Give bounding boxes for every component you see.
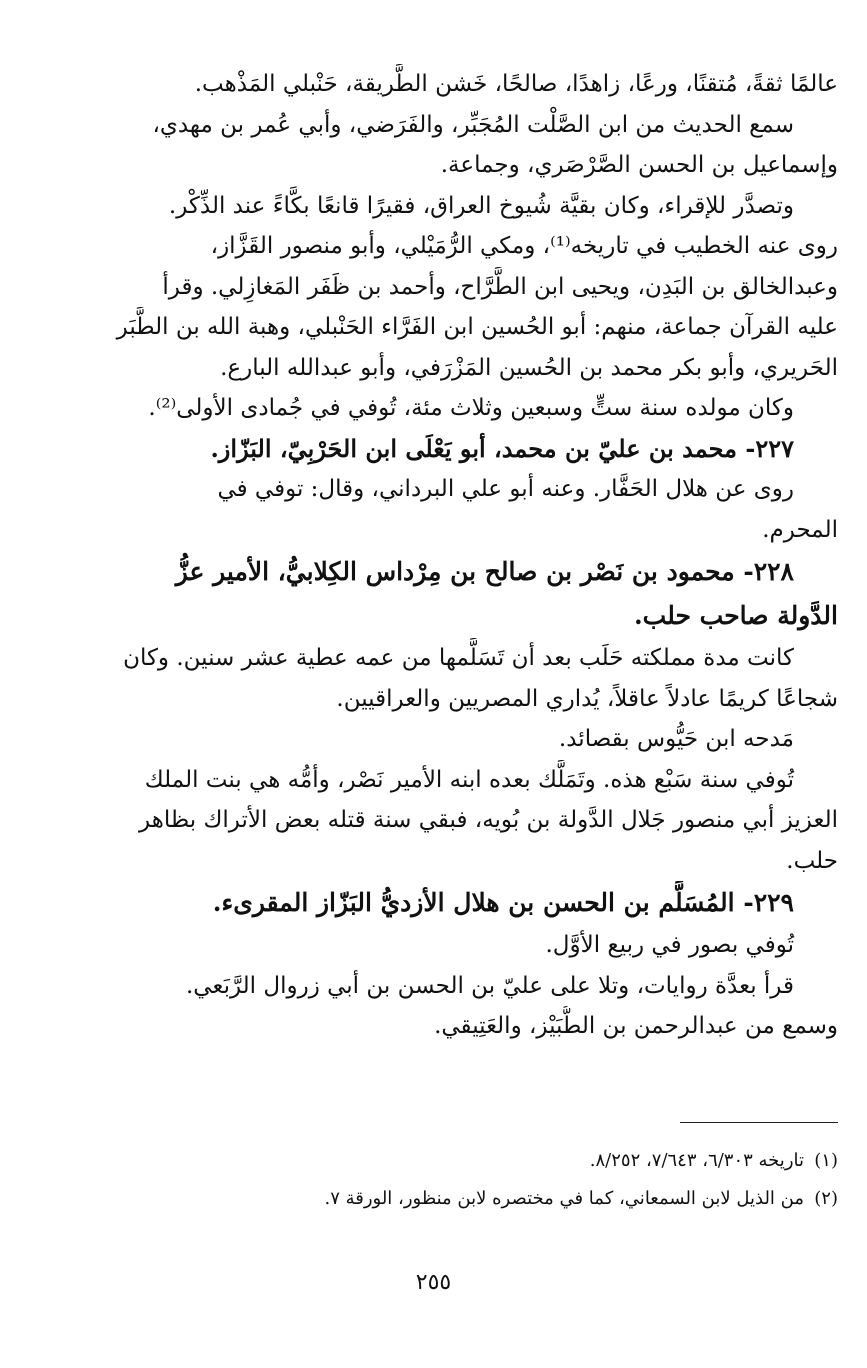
main-text [90,64,838,1047]
text-line: وكان مولده سنة ستٍّ وسبعين وثلاث مئة، تُوفي في جُمادى الأولى⁽²⁾. [148,395,794,421]
text-line: شجاعًا كريمًا عادلاً عاقلاً، يُداري المصريين والعراقيين. [336,685,838,712]
text-line: عليه القرآن جماعة، منهم: أبو الحُسين ابن الفَرَّاء الحَنْبلي، وهبة الله بن الطَّبَر [116,314,838,340]
text-line: العزيز أبي منصور جَلال الدَّولة بن بُويه، فبقي سنة قتله بعض الأتراك بظاهر [139,807,838,833]
text-line: عالمًا ثقةً، مُتقنًا، ورعًا، زاهدًا، صالحًا، خَشن الطَّريقة، حَنْبلي المَذْهب. [194,71,838,97]
text-line: روى عنه الخطيب في تاريخه⁽¹⁾، ومكي الرُّمَيْلي، وأبو منصور القَزَّاز، [210,233,838,259]
text-line: مَدحه ابن حَيُّوس بقصائد. [558,726,794,752]
text-line: قرأ بعدَّة روايات، وتلا على عليّ بن الحسن بن أبي زروال الرَّبَعي. [186,972,794,999]
text-line: وتصدَّر للإقراء، وكان بقيَّة شُيوخ العراق، فقيرًا قانعًا بكَّاءً عند الذِّكْر. [168,192,794,219]
text-line: روى عن هلال الحَفَّار. وعنه أبو علي البرداني، وقال: توفي في [217,476,794,502]
footnote-text: من الذيل لابن السمعاني، كما في مختصره لابن منظور، الورقة ٧. [324,1188,804,1209]
text-line: المحرم. [762,516,838,543]
entry-heading-228: ٢٢٨- محمود بن نَصْر بن صالح بن مِرْداس الكِلابيُّ، الأمير عزُّ [175,557,794,586]
text-line: وعبدالخالق بن البَدِن، ويحيى ابن الطَّرَّاح، وأحمد بن ظَفَر المَغازِلي. وقرأ [162,273,838,300]
entry-heading-229: ٢٢٩- المُسَلَّم بن الحسن بن هلال الأزديُّ البَزّاز المقرىء. [212,888,794,917]
text-line: تُوفي سنة سَبْع هذه. وتَمَلَّك بعده ابنه الأمير نَصْر، وأمُّه هي بنت الملك [144,766,794,793]
page-number: ٢٥٥ [415,1270,452,1295]
text-line: سمع الحديث من ابن الصَّلْت المُجَبِّر، والفَرَضي، وأبي عُمر بن مهدي، [152,111,794,138]
footnote-2 [90,1180,838,1218]
text-line: حلب. [786,847,838,874]
text-line: كانت مدة مملكته حَلَب بعد أن تَسَلَّمها من عمه عطية عشر سنين. وكان [123,645,794,671]
entry-heading-227: ٢٢٧- محمد بن عليّ بن محمد، أبو يَعْلَى ابن الحَرْبِيّ، البَزّاز. [210,433,794,463]
text-line: وإسماعيل بن الحسن الصَّرْصَري، وجماعة. [440,152,838,178]
entry-heading-228-cont: الدَّولة صاحب حلب. [633,601,838,630]
footnote-text: تاريخه ٦/٣٠٣، ٧/٦٤٣، ٨/٢٥٢. [589,1150,804,1171]
text-line: وسمع من عبدالرحمن بن الطُّبَيْز، والعَتِيقي. [434,1013,838,1039]
footnotes [90,1142,838,1218]
footnote-number: (١) [814,1150,838,1171]
footnote-number: (٢) [814,1188,838,1209]
footnote-1 [90,1142,838,1180]
text-line: الحَريري، وأبو بكر محمد بن الحُسين المَزْرَفي، وأبو عبدالله البارع. [220,354,838,381]
text-line: تُوفي بصور في ربيع الأوَّل. [545,932,794,958]
footnote-divider [680,1122,838,1123]
